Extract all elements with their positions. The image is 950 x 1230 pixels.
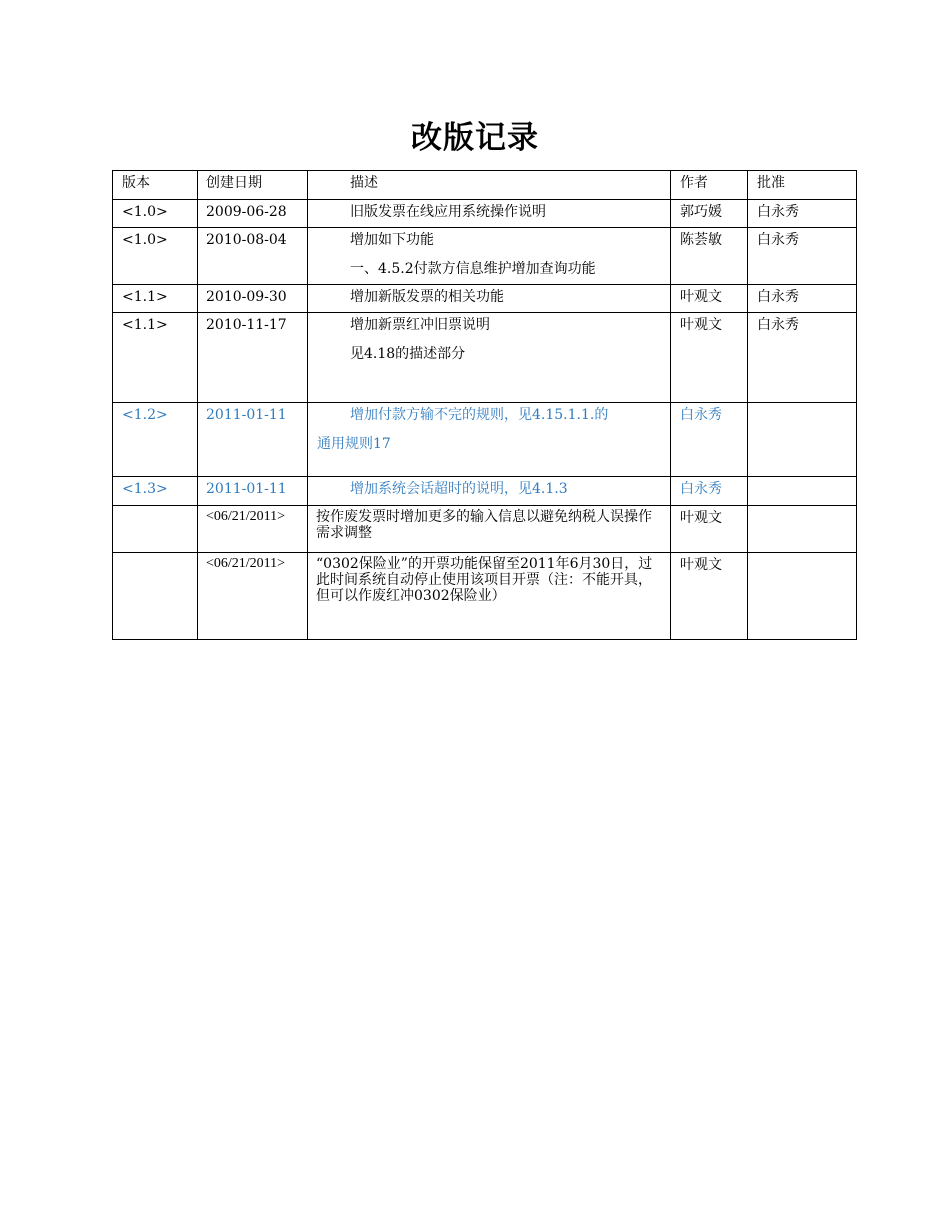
cell-author: 叶观文 <box>671 285 748 313</box>
cell-date: 2011-01-11 <box>198 477 308 506</box>
cell-date: <06/21/2011> <box>198 506 308 553</box>
cell-description: 增加新票红冲旧票说明 见4.18的描述部分 <box>308 313 671 403</box>
cell-version: <1.0> <box>113 228 198 285</box>
table-row <box>113 228 857 285</box>
cell-version <box>113 553 198 640</box>
cell-date: <06/21/2011> <box>198 553 308 640</box>
table-row <box>113 285 857 313</box>
cell-approver <box>748 477 857 506</box>
cell-author: 白永秀 <box>671 403 748 477</box>
table-row <box>113 553 857 640</box>
cell-author: 叶观文 <box>671 313 748 403</box>
table-row <box>113 200 857 228</box>
cell-author: 郭巧媛 <box>671 200 748 228</box>
cell-version: <1.2> <box>113 403 198 477</box>
cell-description: 增加系统会话超时的说明，见4.1.3 <box>308 477 671 506</box>
header-approver: 批准 <box>748 171 857 200</box>
cell-description: 增加付款方输不完的规则，见4.15.1.1.的 通用规则17 <box>308 403 671 477</box>
cell-date: 2010-09-30 <box>198 285 308 313</box>
cell-author: 陈荟敏 <box>671 228 748 285</box>
cell-version: <1.3> <box>113 477 198 506</box>
cell-date: 2009-06-28 <box>198 200 308 228</box>
table-header-row <box>113 171 857 200</box>
cell-author: 叶观文 <box>671 553 748 640</box>
cell-approver: 白永秀 <box>748 313 857 403</box>
table-row <box>113 506 857 553</box>
page-title: 改版记录 <box>411 120 539 156</box>
cell-version: <1.0> <box>113 200 198 228</box>
cell-approver: 白永秀 <box>748 200 857 228</box>
cell-date: 2010-08-04 <box>198 228 308 285</box>
cell-date: 2011-01-11 <box>198 403 308 477</box>
header-date: 创建日期 <box>198 171 308 200</box>
table-row <box>113 313 857 403</box>
cell-approver: 白永秀 <box>748 285 857 313</box>
cell-version: <1.1> <box>113 285 198 313</box>
cell-date: 2010-11-17 <box>198 313 308 403</box>
cell-description: 旧版发票在线应用系统操作说明 <box>308 200 671 228</box>
cell-author: 叶观文 <box>671 506 748 553</box>
cell-description: 增加新版发票的相关功能 <box>308 285 671 313</box>
table-row <box>113 477 857 506</box>
cell-approver <box>748 506 857 553</box>
cell-author: 白永秀 <box>671 477 748 506</box>
cell-approver <box>748 403 857 477</box>
cell-description: 增加如下功能 一、4.5.2付款方信息维护增加查询功能 <box>308 228 671 285</box>
cell-description: 按作废发票时增加更多的输入信息以避免纳税人误操作需求调整 <box>308 506 671 553</box>
header-description: 描述 <box>308 171 671 200</box>
revision-table <box>112 170 857 640</box>
cell-version <box>113 506 198 553</box>
header-author: 作者 <box>671 171 748 200</box>
cell-approver: 白永秀 <box>748 228 857 285</box>
header-version: 版本 <box>113 171 198 200</box>
cell-approver <box>748 553 857 640</box>
cell-description: “0302保险业”的开票功能保留至2011年6月30日，过此时间系统自动停止使用该项目开票（注：不能开具，但可以作废红冲0302保险业） <box>308 553 671 640</box>
cell-version: <1.1> <box>113 313 198 403</box>
table-row <box>113 403 857 477</box>
